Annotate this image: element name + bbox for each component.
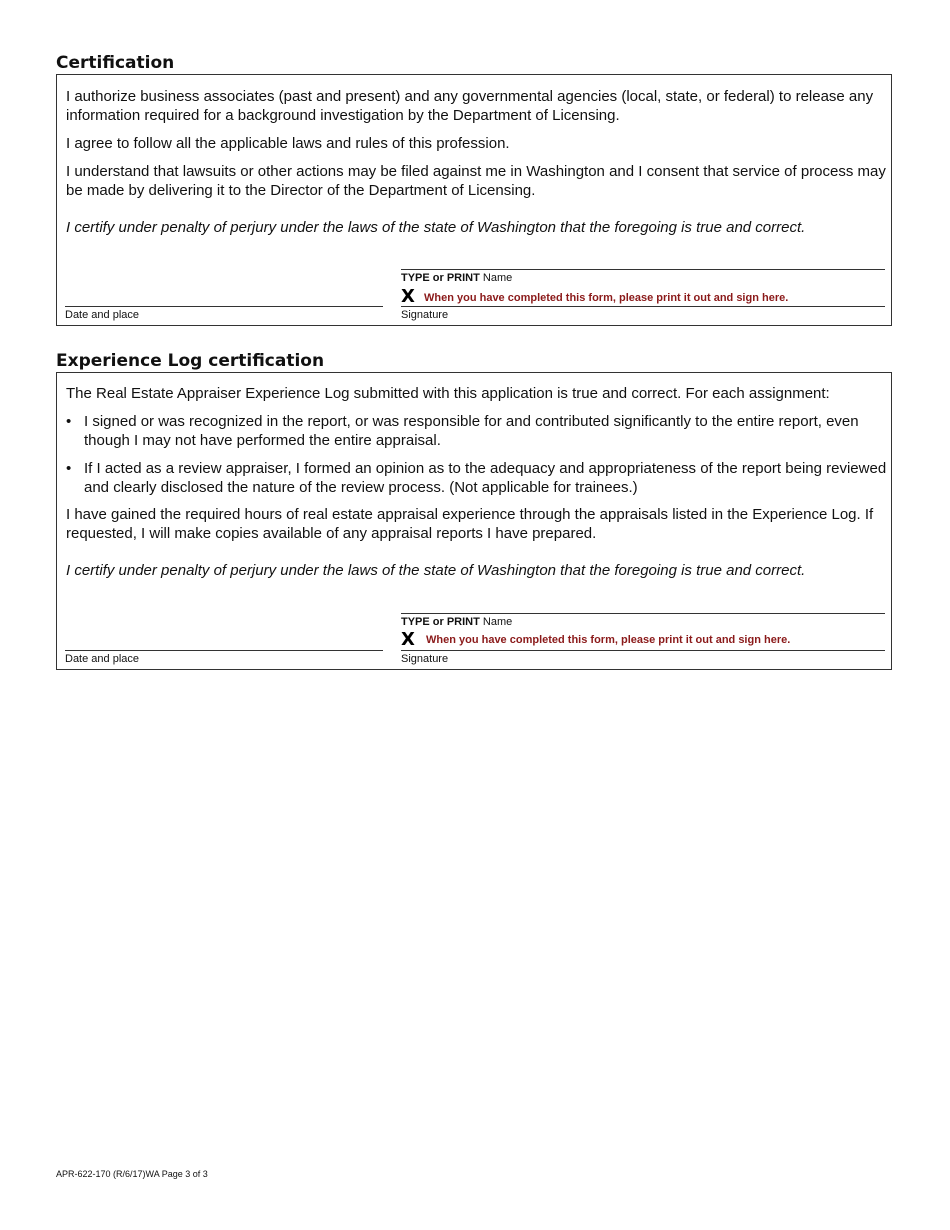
signature-field-line[interactable] — [401, 306, 885, 307]
signature-label: Signature — [401, 309, 449, 321]
certification-box — [56, 74, 892, 326]
certification-paragraph-1: I authorize business associates (past and present) and any governmental agencies (local, state, or federal) to release any information required for a background investigation by the Department of Licensing. — [66, 88, 874, 124]
experience-log-closing: I have gained the required hours of real estate appraisal experience through the appraisals listed in the Experience Log. If requested, I will make copies available of any appraisal reports I have prepared. — [66, 506, 874, 542]
bullet-dot: • — [66, 413, 72, 430]
name-label-text: Name — [482, 272, 513, 284]
signature-x-mark: X — [401, 629, 415, 650]
form-footer-id: APR-622-170 (R/6/17)WA Page 3 of 3 — [56, 1169, 208, 1179]
date-place-field-line[interactable] — [65, 650, 383, 651]
bullet-text: I signed or was recognized in the report, or was responsible for and contributed significantly to the entire report, even though I may not have performed the entire appraisal. — [84, 413, 859, 449]
date-place-label: Date and place — [65, 653, 139, 665]
certification-title: Certification — [56, 53, 175, 73]
name-label-bold: TYPE or PRINT — [401, 616, 480, 628]
signature-instruction: When you have completed this form, please print it out and sign here. — [426, 634, 791, 646]
name-field-label — [401, 272, 512, 284]
bullet-text: If I acted as a review appraiser, I formed an opinion as to the adequacy and appropriateness of the report being reviewed and clearly disclosed the nature of the review process. (Not applicable for trainees.) — [84, 460, 887, 496]
name-label-text: Name — [482, 616, 513, 628]
experience-log-attestation: I certify under penalty of perjury under the laws of the state of Washington that the foregoing is true and correct. — [66, 562, 806, 579]
date-place-label: Date and place — [65, 309, 139, 321]
name-label-bold: TYPE or PRINT — [401, 272, 480, 284]
name-field-line[interactable] — [401, 613, 885, 614]
signature-x-mark: X — [401, 286, 415, 307]
experience-log-title: Experience Log certification — [56, 351, 325, 371]
certification-paragraph-3: I understand that lawsuits or other actions may be filed against me in Washington and I consent that service of process may be made by delivering it to the Director of the Department of Licensing. — [66, 163, 886, 199]
date-place-field-line[interactable] — [65, 306, 383, 307]
name-field-line[interactable] — [401, 269, 885, 270]
certification-attestation: I certify under penalty of perjury under the laws of the state of Washington that the foregoing is true and correct. — [66, 219, 806, 236]
signature-instruction: When you have completed this form, please print it out and sign here. — [424, 292, 789, 304]
signature-field-line[interactable] — [401, 650, 885, 651]
certification-paragraph-2: I agree to follow all the applicable laws and rules of this profession. — [66, 135, 510, 152]
experience-log-bullet-2 — [66, 460, 888, 497]
experience-log-bullet-1 — [66, 413, 888, 450]
experience-log-box — [56, 372, 892, 670]
bullet-dot: • — [66, 460, 72, 477]
experience-log-intro: The Real Estate Appraiser Experience Log submitted with this application is true and correct. For each assignment: — [66, 385, 830, 402]
signature-label: Signature — [401, 653, 449, 665]
name-field-label — [401, 616, 512, 628]
